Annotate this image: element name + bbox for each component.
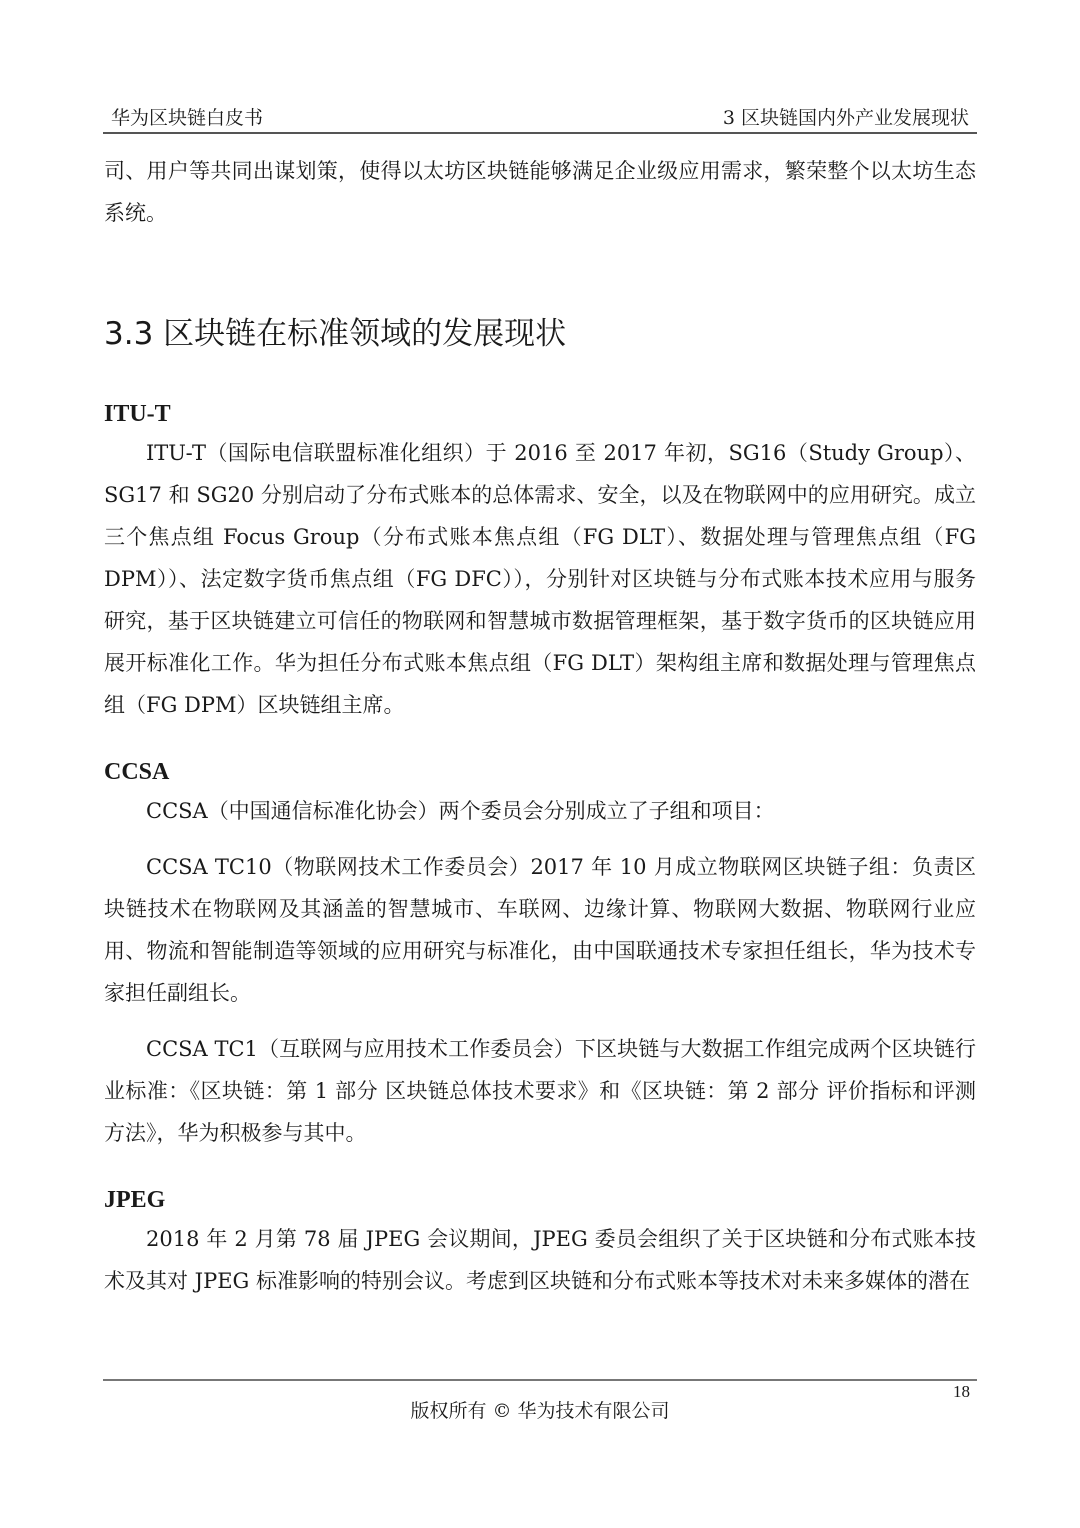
itu-heading: ITU-T: [104, 401, 171, 427]
header-doc-title: 华为区块链白皮书: [111, 106, 264, 129]
ccsa-heading: CCSA: [104, 759, 170, 785]
footer-divider: [103, 1379, 977, 1381]
page-header: [103, 100, 977, 134]
page-number: 18: [953, 1382, 970, 1401]
jpeg-heading: JPEG: [104, 1187, 166, 1213]
ccsa-paragraph-3: CCSA TC1（互联网与应用技术工作委员会）下区块链与大数据工作组完成两个区块链行业标准：《区块链：第 1 部分 区块链总体技术要求》和《区块链：第 2 部分 评价指标和评测方法》，华为积极参与其中。: [104, 1037, 976, 1145]
footer-copyright: 版权所有 © 华为技术有限公司: [410, 1400, 670, 1422]
header-chapter-title: 3 区块链国内外产业发展现状: [722, 106, 969, 129]
itu-paragraph: ITU-T（国际电信联盟标准化组织）于 2016 至 2017 年初，SG16（Study Group）、SG17 和 SG20 分别启动了分布式账本的总体需求、安全，以及在物联网中的应用研究。成立三个焦点组 Focus Group（分布式账本焦点组（FG DLT）、数据处理与管理焦点组（FG DPM））、法定数字货币焦点组（FG DFC）），分别针对区块链与分布式账本技术应用与服务研究，基于区块链建立可信任的物联网和智慧城市数据管理框架，基于数字货币的区块链应用展开标准化工作。华为担任分布式账本焦点组（FG DLT）架构组主席和数据处理与管理焦点组（FG DPM）区块链组主席。: [104, 441, 976, 717]
jpeg-paragraph: 2018 年 2 月第 78 届 JPEG 会议期间，JPEG 委员会组织了关于区块链和分布式账本技术及其对 JPEG 标准影响的特别会议。考虑到区块链和分布式账本等技术对未来多媒体的潜在: [104, 1227, 976, 1293]
page-content: [104, 150, 976, 1302]
section-title: 3.3 区块链在标准领域的发展现状: [104, 316, 567, 352]
ccsa-paragraph-2: CCSA TC10（物联网技术工作委员会）2017 年 10 月成立物联网区块链子组：负责区块链技术在物联网及其涵盖的智慧城市、车联网、边缘计算、物联网大数据、物联网行业应用、物流和智能制造等领域的应用研究与标准化，由中国联通技术专家担任组长，华为技术专家担任副组长。: [104, 855, 976, 1005]
ccsa-paragraph-1: CCSA（中国通信标准化协会）两个委员会分别成立了子组和项目：: [146, 799, 775, 823]
intro-continuation-paragraph: 司、用户等共同出谋划策，使得以太坊区块链能够满足企业级应用需求，繁荣整个以太坊生态系统。: [104, 159, 976, 225]
